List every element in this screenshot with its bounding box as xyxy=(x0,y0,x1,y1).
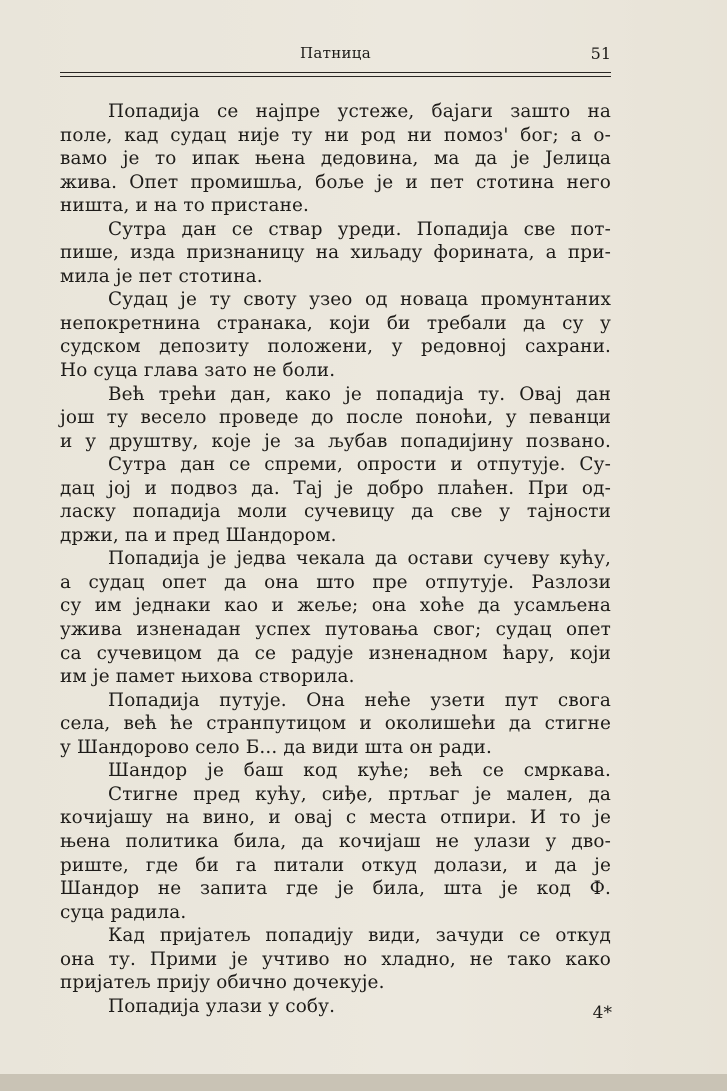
scan-bottom-edge xyxy=(0,1074,727,1091)
text-line: Попадија је једва чекала да остави сучеву кућу, xyxy=(108,548,611,570)
text-line: ужива изненадан успех путовања свог; судац опет xyxy=(60,619,611,641)
text-line: држи, па и пред Шандором. xyxy=(60,524,337,546)
running-title: Патница xyxy=(299,44,371,62)
text-line: њена политика била, да кочијаш не улази у дво- xyxy=(60,830,611,852)
text-line: Попадија путује. Она неће узети пут свога xyxy=(108,689,611,711)
text-line: поле, кад судац није ту ни род ни помоз' бог; а о- xyxy=(60,124,611,146)
signature-mark: 4* xyxy=(592,1003,612,1023)
header-rule-top xyxy=(60,72,611,73)
text-line: вамо је то ипак њена дедовина, ма да је Јелица xyxy=(60,148,611,170)
text-line: Шандор не запита где је била, шта је код Ф. xyxy=(60,878,611,900)
text-line: су им једнаки као и жеље; она хоће да усамљена xyxy=(60,595,611,617)
text-line: непокретнина странака, који би требали да су у xyxy=(60,312,611,334)
text-line: Стигне пред кућу, сиђе, пртљаг је мален, да xyxy=(108,783,611,805)
text-line: и у друштву, које је за љубав попадијину позвано. xyxy=(60,430,611,452)
page-number: 51 xyxy=(590,44,611,63)
text-line: им је памет њихова створила. xyxy=(60,666,355,688)
header-rule-bottom xyxy=(60,76,611,77)
text-line: Сутра дан се ствар уреди. Попадија све пот- xyxy=(108,218,611,240)
text-line: кочијашу на вино, и овај с места отпири. И то је xyxy=(60,807,611,829)
text-line: у Шандорово село Б... да види шта он ради. xyxy=(60,736,492,758)
text-line: она ту. Прими је учтиво но хладно, не тако како xyxy=(60,948,611,970)
text-line: Судац је ту своту узео од новаца промунтаних xyxy=(108,289,611,311)
text-line: Већ трећи дан, како је попадија ту. Овај дан xyxy=(108,383,611,405)
text-line: жива. Опет промишља, боље је и пет стотина него xyxy=(60,171,611,193)
text-line: Сутра дан се спреми, опрости и отпутује. Су- xyxy=(108,454,611,476)
text-line: Кад пријатељ попадију види, зачуди се откуд xyxy=(108,925,611,947)
text-line: суца радила. xyxy=(60,901,187,923)
text-line: Попадија се најпре устеже, бајаги зашто на xyxy=(108,101,611,122)
text-line: пише, изда признаницу на хиљаду форината, а при- xyxy=(60,242,611,264)
text-line: судском депозиту положени, у редовној сахрани. xyxy=(60,336,611,358)
text-line: са сучевицом да се радује изненадном ћару, који xyxy=(60,642,611,664)
body-text xyxy=(60,100,611,1018)
text-line: Но суца глава зато не боли. xyxy=(60,360,336,382)
text-line: пријатељ прију обично дочекује. xyxy=(60,972,385,994)
text-line: ласку попадија моли сучевицу да све у тајности xyxy=(60,501,611,523)
page-header xyxy=(60,44,611,70)
text-line: села, већ ће странпутицом и околишећи да стигне xyxy=(60,713,611,735)
text-line: мила је пет стотина. xyxy=(60,265,263,287)
text-line: ништа, и на то пристане. xyxy=(60,195,310,217)
text-line: а судац опет да она што пре отпутује. Разлози xyxy=(60,571,611,593)
text-line: дац јој и подвоз да. Тај је добро плаћен. При од- xyxy=(60,477,611,499)
text-line: Попадија улази у собу. xyxy=(108,995,336,1017)
text-line: Шандор је баш код куће; већ се смркава. xyxy=(108,760,611,782)
text-line: риште, где би га питали откуд долази, и да је xyxy=(60,854,611,876)
text-line: још ту весело проведе до после поноћи, у певанци xyxy=(60,407,611,429)
